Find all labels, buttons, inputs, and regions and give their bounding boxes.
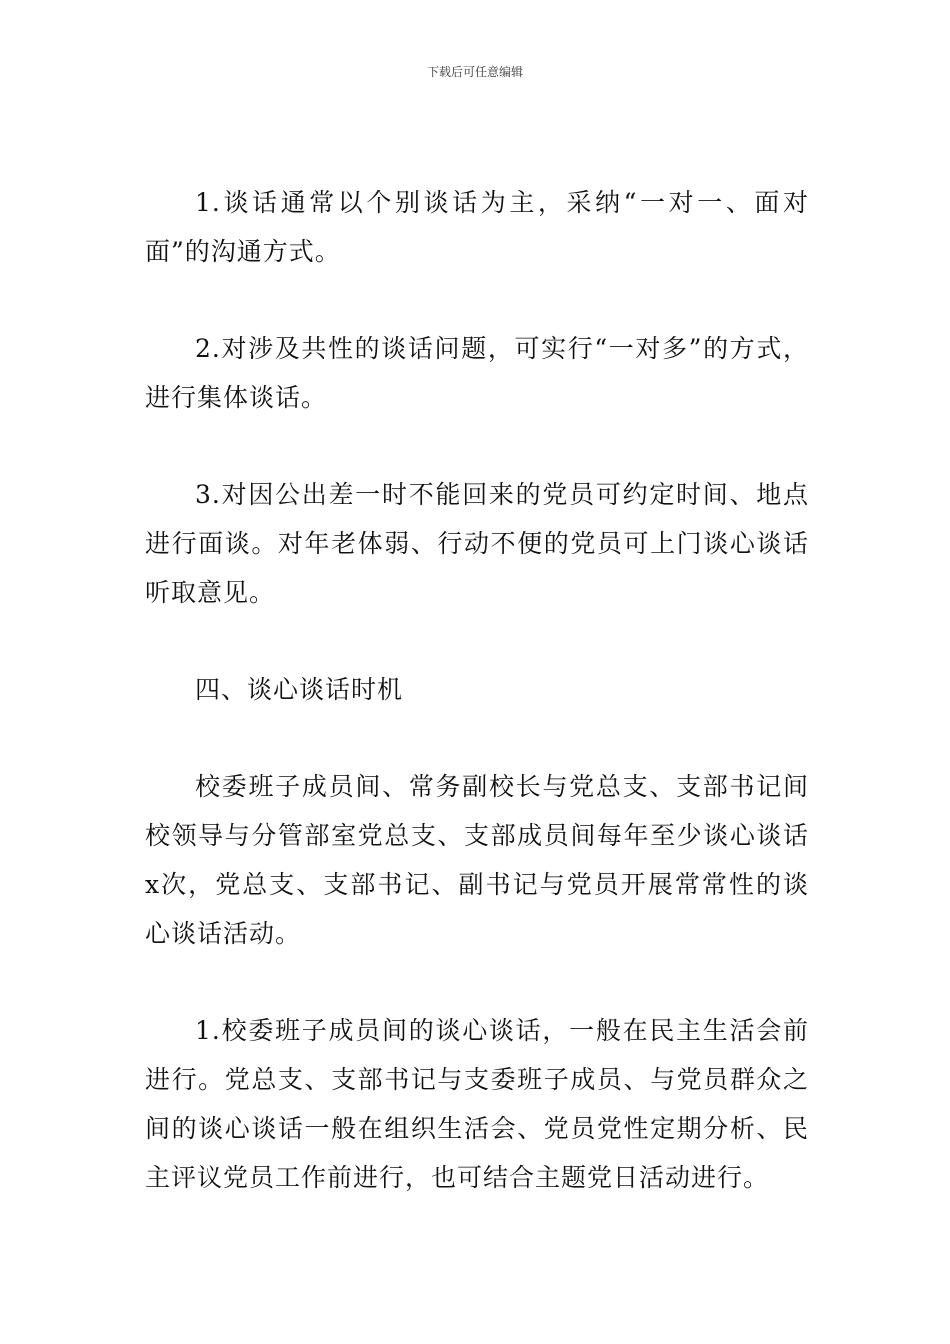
paragraph-talk-frequency: 校委班子成员间、常务副校长与党总支、支部书记间校领导与分管部室党总支、支部成员间每年至少谈心谈话x次，党总支、支部书记、副书记与党员开展常常性的谈心谈话活动。 [145,772,809,948]
paragraph-talk-format: 1.谈话通常以个别谈话为主，采纳“一对一、面对面”的沟通方式。 [145,188,809,266]
paragraph-talk-timing: 1.校委班子成员间的谈心谈话，一般在民主生活会前进行。党总支、支部书记与支委班子成员、与党员群众之间的谈心谈话一般在组织生活会、党员党性定期分析、民主评议党员工作前进行，也可结合主题党日活动进行。 [145,1016,809,1192]
document-body [145,178,809,1250]
section-heading-timing: 四、谈心谈话时机 [195,675,404,704]
paragraph-remote-talk: 3.对因公出差一时不能回来的党员可约定时间、地点进行面谈。对年老体弱、行动不便的党员可上门谈心谈话听取意见。 [145,480,809,607]
page-header: 下载后可任意编辑 [426,65,523,79]
paragraph-group-talk: 2.对涉及共性的谈话问题，可实行“一对多”的方式，进行集体谈话。 [145,334,809,412]
